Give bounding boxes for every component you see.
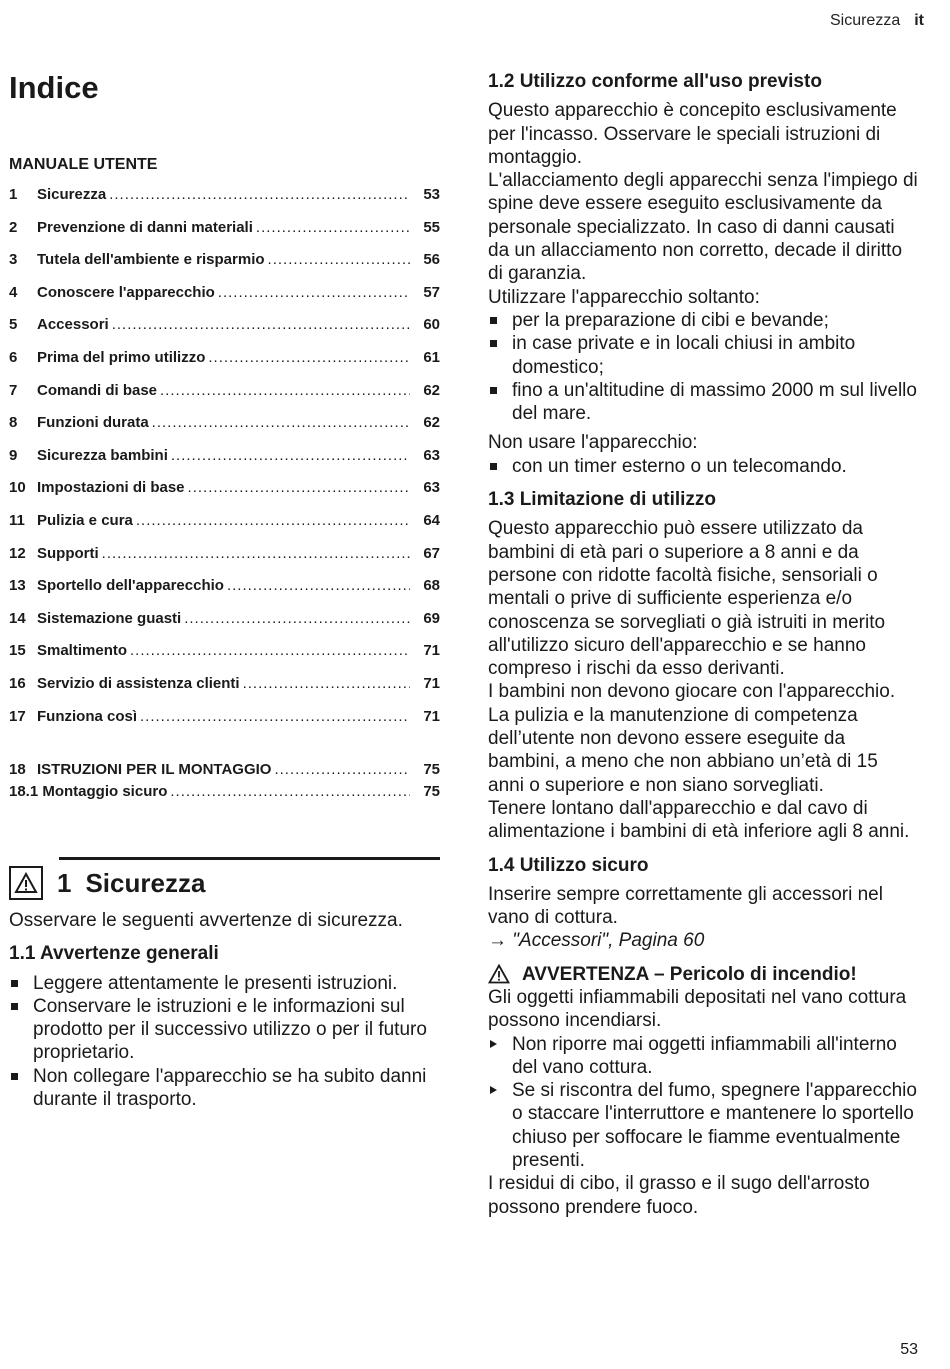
toc-entry-label: Impostazioni di base (37, 479, 185, 497)
toc-leader (218, 284, 410, 301)
toc-entry-num: 17 (9, 707, 26, 725)
manual-heading: MANUALE UTENTE (9, 156, 158, 173)
toc-leader (140, 708, 410, 725)
toc-entry-num: 16 (9, 674, 26, 692)
paragraph: La pulizia e la manutenzione di competenza dell’utente non devono essere eseguite da bambini, a meno che non abbiano un’età di 15 anni o superiore e non siano sorvegliati. (488, 704, 878, 796)
toc-entry[interactable] (9, 545, 440, 578)
toc-entry-num: 5 (9, 316, 18, 334)
toc-leader (171, 447, 410, 464)
toc-entry-label: Sistemazione guasti (37, 609, 182, 627)
toc-entry-label: Servizio di assistenza clienti (37, 674, 240, 692)
toc-entry-label: Sportello dell'apparecchio (37, 577, 224, 595)
toc-entry-label: Sicurezza bambini (37, 446, 168, 464)
toc-entry-page: 71 (423, 642, 440, 660)
header-lang: it (914, 12, 924, 29)
toc-entry-label: Prevenzione di danni materiali (37, 218, 253, 236)
toc-leader (188, 479, 410, 496)
toc-entry[interactable] (9, 675, 440, 708)
list-1-2 (488, 309, 918, 425)
toc-leader (152, 414, 410, 431)
heading-1-1: 1.1 Avvertenze generali (9, 943, 219, 965)
toc-entry-label: Smaltimento (37, 642, 128, 660)
toc-entry-page: 61 (423, 348, 440, 366)
header-section: Sicurezza (829, 12, 901, 29)
toc-entry-num: 3 (9, 251, 18, 269)
toc-entry[interactable] (9, 479, 440, 512)
toc-entry-page: 64 (423, 511, 440, 529)
toc-entry[interactable] (9, 447, 440, 480)
list-item: con un timer esterno o un telecomando. (488, 455, 918, 478)
paragraph: I residui di cibo, il grasso e il sugo dell'arrosto possono prendere fuoco. (488, 1173, 870, 1218)
paragraph: Questo apparecchio può essere utilizzato da bambini di età pari o superiore a 8 anni e da persone con ridotte facoltà fisiche, sensoriali o mentali o prive di sufficiente esperienza e/o conoscenza se sorvegliati o già istruiti in merito all'utilizzo sicuro dell'apparecchio e se hanno compreso i rischi da esso derivanti. (488, 518, 886, 680)
toc-entry-num: 7 (9, 381, 18, 399)
toc-leader (112, 316, 410, 333)
table-of-contents (9, 186, 440, 740)
paragraph: Inserire sempre correttamente gli accessori nel vano di cottura. (488, 883, 883, 929)
toc-entry-page: 75 (423, 783, 440, 800)
toc-leader (170, 783, 410, 800)
list-item: Conservare le istruzioni e le informazioni sul prodotto per il successivo utilizzo o per il futuro proprietario. (9, 995, 440, 1065)
toc-leader (102, 545, 410, 562)
toc-entry-label: Pulizia e cura (37, 511, 133, 529)
toc-entry-num: 8 (9, 414, 18, 432)
toc-leader (184, 610, 410, 627)
toc-entry-page: 57 (423, 283, 440, 301)
toc-entry-page: 53 (423, 186, 440, 203)
list-item: in case private e in locali chiusi in ambito domestico; (488, 332, 918, 379)
toc-entry-num: 4 (9, 283, 18, 301)
toc-entry[interactable] (9, 577, 440, 610)
warning-triangle-icon (488, 964, 510, 984)
toc-entry-num: 18 (9, 761, 26, 778)
toc-entry[interactable] (9, 708, 440, 741)
toc-entry-label: Conoscere l'apparecchio (37, 283, 215, 301)
toc-entry-page: 55 (423, 218, 440, 236)
toc-leader (256, 219, 410, 236)
paragraph: Gli oggetti infiammabili depositati nel vano cottura possono incendiarsi. (488, 986, 907, 1032)
toc-entry-num: 15 (9, 642, 26, 660)
toc-installation (9, 761, 440, 805)
list-item: fino a un'altitudine di massimo 2000 m sul livello del mare. (488, 379, 918, 426)
toc-entry[interactable] (9, 512, 440, 545)
toc-leader (136, 512, 410, 529)
toc-entry-page: 71 (423, 674, 440, 692)
toc-leader (243, 675, 410, 692)
toc-leader (268, 251, 410, 268)
toc-entry-page: 68 (423, 577, 440, 595)
toc-leader (160, 382, 410, 399)
toc-entry-num: 9 (9, 446, 18, 464)
paragraph: Non usare l'apparecchio: (488, 432, 698, 454)
toc-entry[interactable] (9, 642, 440, 675)
heading-1-3: 1.3 Limitazione di utilizzo (488, 489, 717, 511)
toc-entry[interactable] (9, 284, 440, 317)
paragraph: I bambini non devono giocare con l'apparecchio. (488, 681, 896, 703)
toc-entry[interactable] (9, 219, 440, 252)
toc-leader (208, 349, 410, 366)
toc-entry-page: 62 (423, 414, 440, 432)
warning-triangle-icon (9, 866, 43, 900)
toc-entry[interactable] (9, 349, 440, 382)
paragraph: Tenere lontano dall'apparecchio e dal cavo di alimentazione i bambini di età inferiore agli 8 anni. (488, 797, 910, 843)
heading-1-2: 1.2 Utilizzo conforme all'uso previsto (488, 71, 822, 92)
toc-entry-install[interactable] (9, 761, 440, 783)
toc-entry-label: Funziona così (37, 707, 138, 725)
page-header (830, 12, 924, 30)
toc-entry-label: Comandi di base (37, 381, 158, 399)
toc-entry-page: 60 (423, 316, 440, 334)
list-item: Non riporre mai oggetti infiammabili all'interno del vano cottura. (488, 1033, 918, 1080)
warning-heading (488, 963, 918, 986)
list-item: Se si riscontra del fumo, spegnere l'apparecchio o staccare l'interruttore e mantenere lo sportello chiuso per soffocare le fiamme eventualmente presenti. (488, 1079, 918, 1172)
toc-entry[interactable] (9, 251, 440, 284)
toc-entry-label: Funzioni durata (37, 414, 149, 432)
toc-entry-num: 11 (9, 511, 25, 529)
toc-entry-page: 71 (423, 707, 440, 725)
warning-text: AVVERTENZA – Pericolo di incendio! (522, 963, 857, 985)
toc-entry-page: 62 (423, 381, 440, 399)
page-number: 53 (900, 1341, 918, 1358)
list-item: Non collegare l'apparecchio se ha subito danni durante il trasporto. (9, 1065, 440, 1112)
paragraph: L'allacciamento degli apparecchi senza l'impiego di spine deve essere eseguito esclusivamente da personale specializzato. In caso di danni causati da un allacciamento non corretto, decade il diritto di garanzia. (488, 170, 918, 285)
toc-entry-label: Prima del primo utilizzo (37, 348, 206, 366)
toc-entry-install-sub[interactable] (9, 783, 440, 805)
section-1-title (9, 866, 205, 900)
list-item: Leggere attentamente le presenti istruzioni. (9, 972, 440, 995)
toc-entry-num: 10 (9, 479, 26, 497)
toc-entry-label: Sicurezza (37, 186, 107, 203)
list-1-2b (488, 455, 918, 478)
steps-list (488, 1033, 918, 1173)
toc-entry[interactable] (9, 316, 440, 349)
toc-entry-label: Tutela dell'ambiente e risparmio (37, 251, 265, 269)
toc-entry-num: 12 (9, 544, 26, 562)
toc-entry-num: 2 (9, 218, 18, 236)
paragraph: Utilizzare l'apparecchio soltanto: (488, 286, 760, 308)
toc-entry-page: 67 (423, 544, 440, 562)
toc-entry-page: 63 (423, 446, 440, 464)
toc-entry-label: Accessori (37, 316, 109, 334)
toc-entry[interactable] (9, 382, 440, 415)
toc-entry-page: 69 (423, 609, 440, 627)
cross-reference-link[interactable]: → "Accessori", Pagina 60 (488, 930, 705, 952)
toc-leader (227, 577, 410, 594)
toc-entry-label: ISTRUZIONI PER IL MONTAGGIO (37, 761, 272, 778)
toc-entry-page: 63 (423, 479, 440, 497)
list-item: per la preparazione di cibi e bevande; (488, 309, 918, 332)
toc-leader (130, 642, 410, 659)
index-title: Indice (9, 70, 99, 105)
toc-entry-num: 13 (9, 577, 26, 595)
section-heading: 1 Sicurezza (57, 867, 206, 898)
toc-entry[interactable] (9, 610, 440, 643)
right-column-body (488, 70, 918, 1219)
toc-entry[interactable] (9, 186, 440, 219)
section-rule (59, 857, 440, 860)
toc-entry-num: 1 (9, 186, 18, 203)
toc-entry-label: 18.1 Montaggio sicuro (9, 783, 168, 800)
toc-entry-num: 14 (9, 609, 26, 627)
section-1-body (9, 909, 440, 1111)
toc-entry-label: Supporti (37, 544, 99, 562)
list-1-1 (9, 972, 440, 1112)
toc-leader (274, 761, 410, 778)
toc-entry-page: 75 (423, 761, 440, 778)
toc-entry-num: 6 (9, 348, 18, 366)
toc-entry-page: 56 (423, 251, 440, 269)
toc-entry[interactable] (9, 414, 440, 447)
section-intro: Osservare le seguenti avvertenze di sicurezza. (9, 910, 403, 931)
paragraph: Questo apparecchio è concepito esclusivamente per l'incasso. Osservare le speciali istruzioni di montaggio. (488, 100, 897, 168)
toc-leader (109, 186, 410, 203)
heading-1-4: 1.4 Utilizzo sicuro (488, 854, 649, 876)
